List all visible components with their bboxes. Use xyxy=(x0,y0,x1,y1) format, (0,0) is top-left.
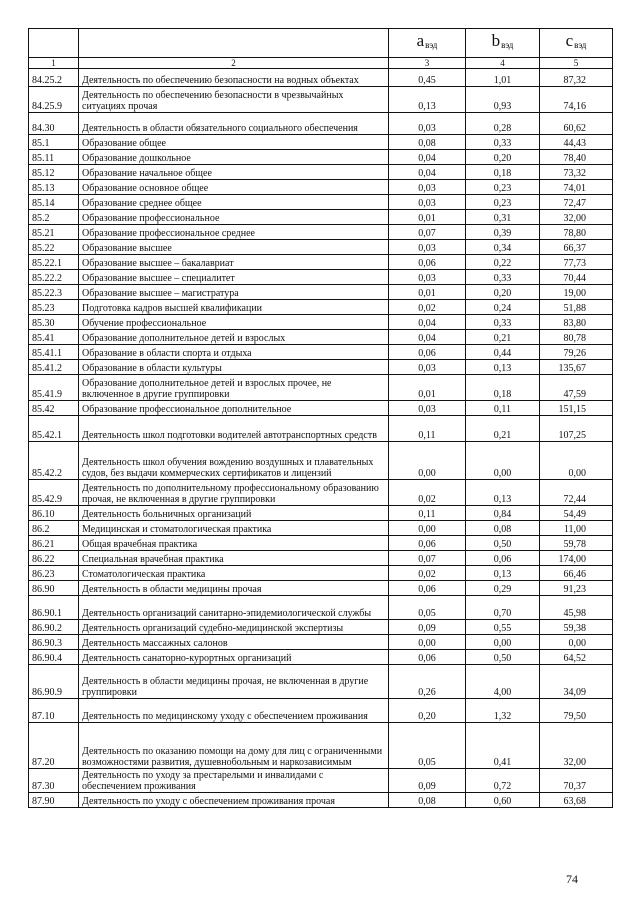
row-a-value: 0,13 xyxy=(389,87,466,113)
row-code-cell: 87.90 xyxy=(29,793,79,808)
header-a-subscript: вэд xyxy=(425,40,438,50)
row-b-value: 0,72 xyxy=(466,769,540,793)
row-name-cell: Деятельность в области медицины прочая, не включенная в другие группировки xyxy=(79,665,389,699)
row-code-cell: 86.90.2 xyxy=(29,620,79,635)
row-c-value: 107,25 xyxy=(540,416,613,442)
row-c-value: 19,00 xyxy=(540,285,613,300)
row-b-value: 0,33 xyxy=(466,315,540,330)
row-a-value: 0,11 xyxy=(389,506,466,521)
row-c-value: 32,00 xyxy=(540,210,613,225)
row-code-cell: 85.14 xyxy=(29,195,79,210)
row-c-value: 45,98 xyxy=(540,596,613,620)
row-name-cell: Образование высшее xyxy=(79,240,389,255)
row-a-value: 0,06 xyxy=(389,650,466,665)
row-c-value: 80,78 xyxy=(540,330,613,345)
row-name-cell: Образование основное общее xyxy=(79,180,389,195)
row-name-cell: Обучение профессиональное xyxy=(79,315,389,330)
row-name-cell: Деятельность массажных салонов xyxy=(79,635,389,650)
row-b-value: 0,84 xyxy=(466,506,540,521)
row-b-value: 0,20 xyxy=(466,150,540,165)
table-row xyxy=(29,345,613,360)
row-name-cell: Образование дополнительное детей и взрослых прочее, не включенное в другие группировки xyxy=(79,375,389,401)
row-c-value: 70,37 xyxy=(540,769,613,793)
row-a-value: 0,01 xyxy=(389,375,466,401)
table-row xyxy=(29,635,613,650)
table-row xyxy=(29,723,613,769)
row-c-value: 32,00 xyxy=(540,723,613,769)
row-code-cell: 85.41.1 xyxy=(29,345,79,360)
row-code-cell: 86.10 xyxy=(29,506,79,521)
row-c-value: 87,32 xyxy=(540,69,613,87)
row-code-cell: 85.41.9 xyxy=(29,375,79,401)
row-c-value: 79,26 xyxy=(540,345,613,360)
row-a-value: 0,03 xyxy=(389,240,466,255)
row-c-value: 70,44 xyxy=(540,270,613,285)
row-code-cell: 86.23 xyxy=(29,566,79,581)
row-b-value: 0,31 xyxy=(466,210,540,225)
row-b-value: 0,50 xyxy=(466,650,540,665)
table-row xyxy=(29,375,613,401)
row-name-cell: Деятельность школ обучения вождению воздушных и плавательных судов, без выдачи коммерческих сертификатов и лицензий xyxy=(79,442,389,480)
row-a-value: 0,05 xyxy=(389,723,466,769)
row-name-cell: Образование в области культуры xyxy=(79,360,389,375)
table-row xyxy=(29,521,613,536)
table-row xyxy=(29,769,613,793)
header-b-letter: b xyxy=(491,31,501,50)
row-b-value: 0,70 xyxy=(466,596,540,620)
row-name-cell: Образование профессиональное среднее xyxy=(79,225,389,240)
row-a-value: 0,02 xyxy=(389,480,466,506)
header-code-cell xyxy=(29,29,79,58)
row-a-value: 0,03 xyxy=(389,360,466,375)
row-code-cell: 86.90.9 xyxy=(29,665,79,699)
row-code-cell: 87.10 xyxy=(29,699,79,723)
table-row xyxy=(29,315,613,330)
row-c-value: 78,80 xyxy=(540,225,613,240)
row-name-cell: Образование общее xyxy=(79,135,389,150)
row-c-value: 174,00 xyxy=(540,551,613,566)
row-b-value: 0,21 xyxy=(466,416,540,442)
row-c-value: 91,23 xyxy=(540,581,613,596)
table-row xyxy=(29,300,613,315)
row-b-value: 0,13 xyxy=(466,360,540,375)
table-row xyxy=(29,416,613,442)
row-code-cell: 87.20 xyxy=(29,723,79,769)
row-a-value: 0,04 xyxy=(389,330,466,345)
row-a-value: 0,09 xyxy=(389,620,466,635)
row-code-cell: 85.2 xyxy=(29,210,79,225)
table-row xyxy=(29,536,613,551)
row-code-cell: 85.11 xyxy=(29,150,79,165)
row-a-value: 0,08 xyxy=(389,135,466,150)
table-row xyxy=(29,596,613,620)
index-cell: 2 xyxy=(79,58,389,69)
table-row xyxy=(29,699,613,723)
row-name-cell: Деятельность организаций судебно-медицинской экспертизы xyxy=(79,620,389,635)
row-code-cell: 85.21 xyxy=(29,225,79,240)
row-b-value: 1,01 xyxy=(466,69,540,87)
row-name-cell: Деятельность санаторно-курортных организаций xyxy=(79,650,389,665)
row-c-value: 79,50 xyxy=(540,699,613,723)
row-a-value: 0,00 xyxy=(389,442,466,480)
row-name-cell: Образование высшее – специалитет xyxy=(79,270,389,285)
row-c-value: 34,09 xyxy=(540,665,613,699)
row-c-value: 135,67 xyxy=(540,360,613,375)
row-c-value: 83,80 xyxy=(540,315,613,330)
row-name-cell: Образование профессиональное xyxy=(79,210,389,225)
header-col-b xyxy=(466,29,540,58)
header-name-cell xyxy=(79,29,389,58)
index-cell: 3 xyxy=(389,58,466,69)
row-code-cell: 85.41.2 xyxy=(29,360,79,375)
table-row xyxy=(29,285,613,300)
row-code-cell: 85.42.1 xyxy=(29,416,79,442)
table-row xyxy=(29,566,613,581)
row-c-value: 74,01 xyxy=(540,180,613,195)
table-row xyxy=(29,401,613,416)
row-name-cell: Деятельность по уходу с обеспечением проживания прочая xyxy=(79,793,389,808)
row-code-cell: 85.22 xyxy=(29,240,79,255)
row-b-value: 0,33 xyxy=(466,270,540,285)
row-name-cell: Деятельность школ подготовки водителей автотранспортных средств xyxy=(79,416,389,442)
row-b-value: 0,93 xyxy=(466,87,540,113)
row-b-value: 0,55 xyxy=(466,620,540,635)
row-c-value: 59,38 xyxy=(540,620,613,635)
row-b-value: 0,60 xyxy=(466,793,540,808)
table-row xyxy=(29,195,613,210)
row-code-cell: 87.30 xyxy=(29,769,79,793)
row-name-cell: Стоматологическая практика xyxy=(79,566,389,581)
row-name-cell: Образование в области спорта и отдыха xyxy=(79,345,389,360)
row-code-cell: 85.1 xyxy=(29,135,79,150)
header-c-letter: c xyxy=(565,31,574,50)
row-b-value: 0,29 xyxy=(466,581,540,596)
row-b-value: 1,32 xyxy=(466,699,540,723)
row-a-value: 0,03 xyxy=(389,113,466,135)
row-a-value: 0,06 xyxy=(389,255,466,270)
row-b-value: 0,24 xyxy=(466,300,540,315)
row-a-value: 0,11 xyxy=(389,416,466,442)
row-code-cell: 85.23 xyxy=(29,300,79,315)
index-cell: 5 xyxy=(540,58,613,69)
coefficient-table xyxy=(28,28,613,808)
row-a-value: 0,04 xyxy=(389,150,466,165)
row-code-cell: 85.30 xyxy=(29,315,79,330)
table-row xyxy=(29,360,613,375)
row-a-value: 0,26 xyxy=(389,665,466,699)
row-name-cell: Образование дополнительное детей и взрослых xyxy=(79,330,389,345)
row-b-value: 0,34 xyxy=(466,240,540,255)
table-row xyxy=(29,210,613,225)
row-c-value: 0,00 xyxy=(540,442,613,480)
table-row xyxy=(29,135,613,150)
row-a-value: 0,45 xyxy=(389,69,466,87)
row-a-value: 0,09 xyxy=(389,769,466,793)
row-a-value: 0,03 xyxy=(389,180,466,195)
row-code-cell: 86.90.4 xyxy=(29,650,79,665)
row-b-value: 0,00 xyxy=(466,635,540,650)
row-b-value: 0,23 xyxy=(466,180,540,195)
row-b-value: 0,13 xyxy=(466,566,540,581)
row-c-value: 66,46 xyxy=(540,566,613,581)
row-b-value: 0,28 xyxy=(466,113,540,135)
row-b-value: 0,50 xyxy=(466,536,540,551)
row-a-value: 0,06 xyxy=(389,345,466,360)
row-c-value: 60,62 xyxy=(540,113,613,135)
table-row xyxy=(29,506,613,521)
row-b-value: 0,20 xyxy=(466,285,540,300)
row-name-cell: Деятельность в области обязательного социального обеспечения xyxy=(79,113,389,135)
row-c-value: 63,68 xyxy=(540,793,613,808)
row-c-value: 151,15 xyxy=(540,401,613,416)
column-index-row xyxy=(29,58,613,69)
row-a-value: 0,03 xyxy=(389,270,466,285)
row-a-value: 0,01 xyxy=(389,285,466,300)
row-name-cell: Деятельность по оказанию помощи на дому для лиц с ограниченными возможностями развития, душевнобольным и наркозависимым xyxy=(79,723,389,769)
index-cell: 1 xyxy=(29,58,79,69)
row-code-cell: 85.22.3 xyxy=(29,285,79,300)
row-code-cell: 85.42.9 xyxy=(29,480,79,506)
row-a-value: 0,06 xyxy=(389,536,466,551)
row-c-value: 66,37 xyxy=(540,240,613,255)
row-b-value: 0,08 xyxy=(466,521,540,536)
row-name-cell: Образование высшее – магистратура xyxy=(79,285,389,300)
row-name-cell: Деятельность по дополнительному профессиональному образованию прочая, не включенная в другие группировки xyxy=(79,480,389,506)
row-code-cell: 85.13 xyxy=(29,180,79,195)
table-row xyxy=(29,255,613,270)
row-name-cell: Образование начальное общее xyxy=(79,165,389,180)
row-code-cell: 85.12 xyxy=(29,165,79,180)
row-a-value: 0,05 xyxy=(389,596,466,620)
row-c-value: 78,40 xyxy=(540,150,613,165)
row-a-value: 0,01 xyxy=(389,210,466,225)
row-code-cell: 86.90.1 xyxy=(29,596,79,620)
row-b-value: 0,44 xyxy=(466,345,540,360)
table-row xyxy=(29,665,613,699)
row-b-value: 0,33 xyxy=(466,135,540,150)
row-code-cell: 86.22 xyxy=(29,551,79,566)
row-a-value: 0,02 xyxy=(389,566,466,581)
row-c-value: 72,47 xyxy=(540,195,613,210)
row-b-value: 0,39 xyxy=(466,225,540,240)
row-a-value: 0,20 xyxy=(389,699,466,723)
row-name-cell: Медицинская и стоматологическая практика xyxy=(79,521,389,536)
row-c-value: 74,16 xyxy=(540,87,613,113)
row-code-cell: 84.30 xyxy=(29,113,79,135)
table-row xyxy=(29,620,613,635)
row-c-value: 72,44 xyxy=(540,480,613,506)
row-name-cell: Образование среднее общее xyxy=(79,195,389,210)
row-code-cell: 86.2 xyxy=(29,521,79,536)
row-b-value: 0,18 xyxy=(466,375,540,401)
header-a-letter: a xyxy=(416,31,425,50)
row-name-cell: Деятельность по обеспечению безопасности в чрезвычайных ситуациях прочая xyxy=(79,87,389,113)
row-c-value: 59,78 xyxy=(540,536,613,551)
table-row xyxy=(29,113,613,135)
header-col-c xyxy=(540,29,613,58)
row-a-value: 0,08 xyxy=(389,793,466,808)
row-name-cell: Деятельность по медицинскому уходу с обеспечением проживания xyxy=(79,699,389,723)
row-code-cell: 84.25.2 xyxy=(29,69,79,87)
page-number: 74 xyxy=(566,872,578,886)
row-b-value: 0,18 xyxy=(466,165,540,180)
row-a-value: 0,03 xyxy=(389,401,466,416)
row-c-value: 73,32 xyxy=(540,165,613,180)
index-cell: 4 xyxy=(466,58,540,69)
table-row xyxy=(29,270,613,285)
row-a-value: 0,04 xyxy=(389,165,466,180)
row-name-cell: Деятельность организаций санитарно-эпидемиологической службы xyxy=(79,596,389,620)
table-row xyxy=(29,650,613,665)
row-code-cell: 85.41 xyxy=(29,330,79,345)
row-code-cell: 85.22.2 xyxy=(29,270,79,285)
row-name-cell: Деятельность по обеспечению безопасности на водных объектах xyxy=(79,69,389,87)
row-c-value: 77,73 xyxy=(540,255,613,270)
row-c-value: 51,88 xyxy=(540,300,613,315)
header-row xyxy=(29,29,613,58)
row-a-value: 0,07 xyxy=(389,225,466,240)
row-a-value: 0,00 xyxy=(389,521,466,536)
table-row xyxy=(29,442,613,480)
table-row xyxy=(29,150,613,165)
header-b-subscript: вэд xyxy=(501,40,514,50)
row-code-cell: 86.90 xyxy=(29,581,79,596)
table-row xyxy=(29,240,613,255)
row-code-cell: 85.22.1 xyxy=(29,255,79,270)
row-c-value: 47,59 xyxy=(540,375,613,401)
row-code-cell: 84.25.9 xyxy=(29,87,79,113)
row-name-cell: Деятельность в области медицины прочая xyxy=(79,581,389,596)
row-a-value: 0,06 xyxy=(389,581,466,596)
row-name-cell: Специальная врачебная практика xyxy=(79,551,389,566)
row-b-value: 0,41 xyxy=(466,723,540,769)
row-name-cell: Деятельность больничных организаций xyxy=(79,506,389,521)
row-c-value: 44,43 xyxy=(540,135,613,150)
row-name-cell: Общая врачебная практика xyxy=(79,536,389,551)
row-a-value: 0,03 xyxy=(389,195,466,210)
table-row xyxy=(29,225,613,240)
table-row xyxy=(29,87,613,113)
row-name-cell: Подготовка кадров высшей квалификации xyxy=(79,300,389,315)
row-name-cell: Образование высшее – бакалавриат xyxy=(79,255,389,270)
row-b-value: 4,00 xyxy=(466,665,540,699)
table-row xyxy=(29,330,613,345)
table-row xyxy=(29,551,613,566)
row-code-cell: 86.21 xyxy=(29,536,79,551)
row-code-cell: 85.42.2 xyxy=(29,442,79,480)
row-b-value: 0,22 xyxy=(466,255,540,270)
row-c-value: 0,00 xyxy=(540,635,613,650)
header-col-a xyxy=(389,29,466,58)
table-row xyxy=(29,69,613,87)
row-name-cell: Образование дошкольное xyxy=(79,150,389,165)
row-name-cell: Образование профессиональное дополнительное xyxy=(79,401,389,416)
row-c-value: 54,49 xyxy=(540,506,613,521)
table-row xyxy=(29,165,613,180)
row-a-value: 0,07 xyxy=(389,551,466,566)
row-a-value: 0,02 xyxy=(389,300,466,315)
row-b-value: 0,13 xyxy=(466,480,540,506)
header-c-subscript: вэд xyxy=(574,40,587,50)
row-b-value: 0,00 xyxy=(466,442,540,480)
table-row xyxy=(29,793,613,808)
row-c-value: 64,52 xyxy=(540,650,613,665)
table-row xyxy=(29,581,613,596)
row-a-value: 0,00 xyxy=(389,635,466,650)
row-name-cell: Деятельность по уходу за престарелыми и инвалидами с обеспечением проживания xyxy=(79,769,389,793)
table-row xyxy=(29,180,613,195)
row-b-value: 0,23 xyxy=(466,195,540,210)
row-a-value: 0,04 xyxy=(389,315,466,330)
row-code-cell: 86.90.3 xyxy=(29,635,79,650)
row-b-value: 0,21 xyxy=(466,330,540,345)
row-b-value: 0,06 xyxy=(466,551,540,566)
row-c-value: 11,00 xyxy=(540,521,613,536)
row-b-value: 0,11 xyxy=(466,401,540,416)
table-row xyxy=(29,480,613,506)
row-code-cell: 85.42 xyxy=(29,401,79,416)
